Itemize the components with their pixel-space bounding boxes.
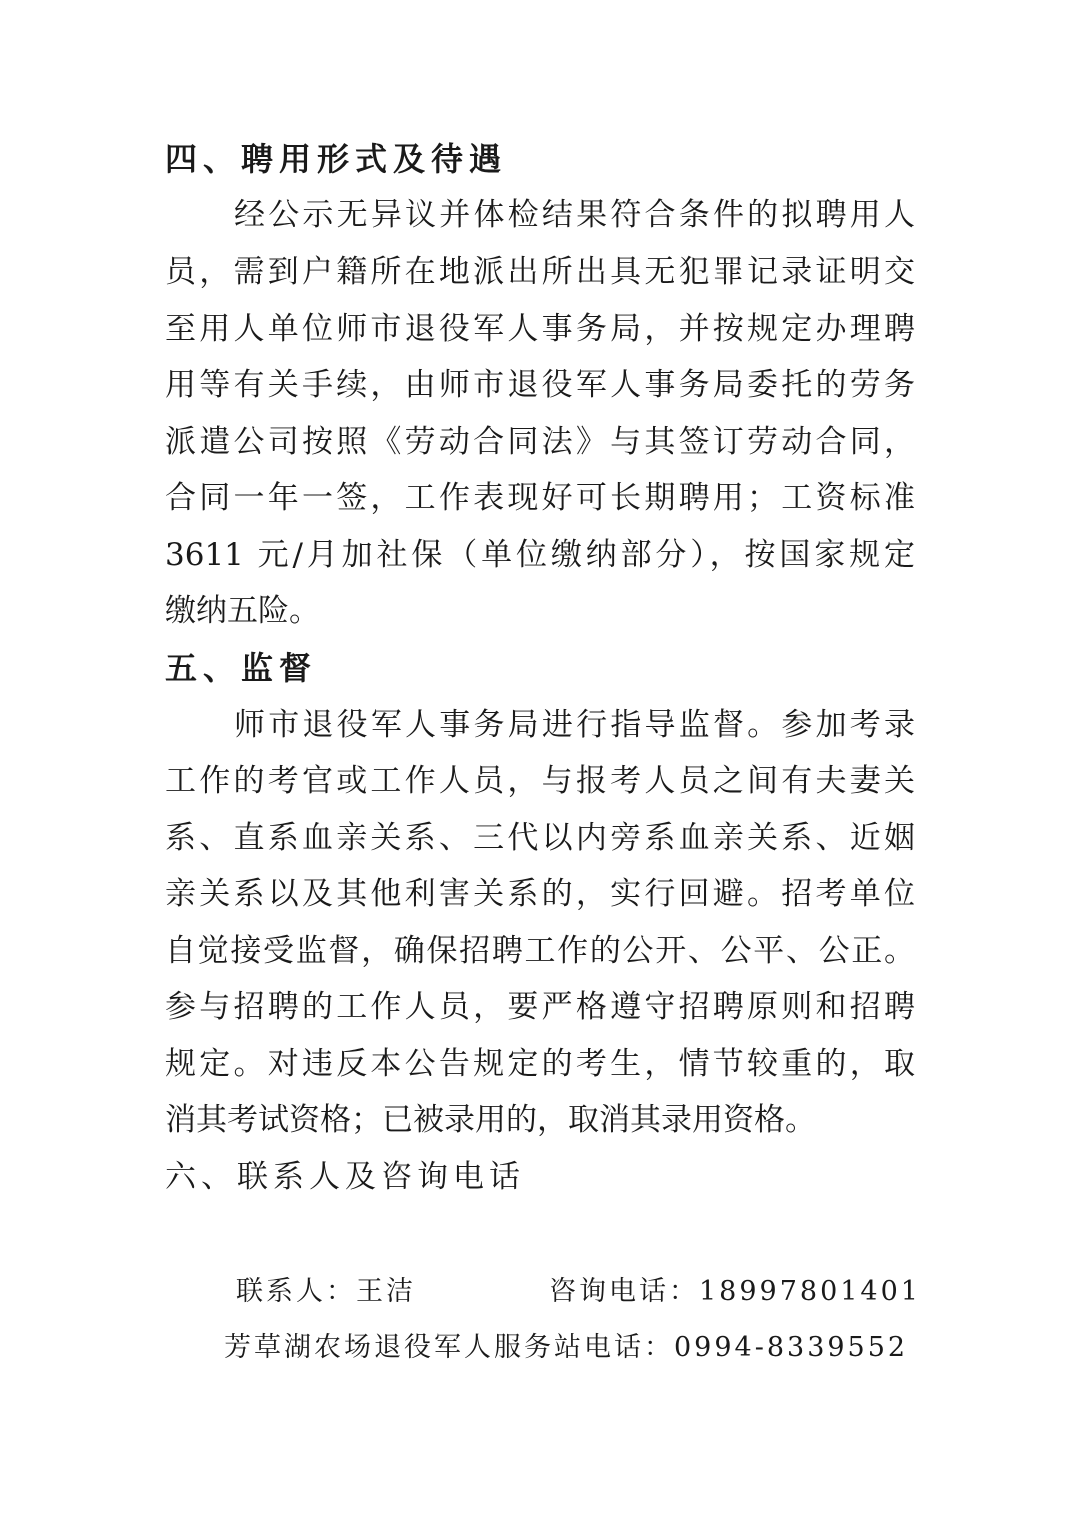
section-4-paragraph-line: 缴纳五险。	[165, 593, 320, 629]
section-4-paragraph-line: 至用人单位师市退役军人事务局，并按规定办理聘	[165, 311, 915, 347]
section-5-paragraph-line: 亲关系以及其他利害关系的，实行回避。招考单位	[165, 876, 915, 912]
section-4-paragraph-line: 用等有关手续，由师市退役军人事务局委托的劳务	[165, 367, 915, 403]
section-4-paragraph-line: 3611 元/月加社保（单位缴纳部分），按国家规定	[165, 537, 915, 573]
section-4-paragraph-line: 合同一年一签，工作表现好可长期聘用；工资标准	[165, 480, 915, 516]
contact-person: 联系人：王洁	[236, 1276, 416, 1307]
section-5-heading: 五、监督	[165, 649, 318, 687]
section-4-heading: 四、聘用形式及待遇	[165, 140, 508, 178]
section-5-paragraph-line: 规定。对违反本公告规定的考生，情节较重的，取	[165, 1046, 915, 1082]
contact-phone: 咨询电话：18997801401	[549, 1276, 921, 1307]
station-phone: 芳草湖农场退役军人服务站电话：0994-8339552	[224, 1332, 909, 1363]
section-5-paragraph-line: 师市退役军人事务局进行指导监督。参加考录	[234, 707, 915, 743]
section-5-paragraph-line: 消其考试资格；已被录用的，取消其录用资格。	[165, 1102, 816, 1138]
section-5-paragraph-line: 自觉接受监督，确保招聘工作的公开、公平、公正。	[165, 933, 915, 969]
section-6-heading: 六、联系人及咨询电话	[165, 1159, 525, 1195]
section-5-paragraph-line: 工作的考官或工作人员，与报考人员之间有夫妻关	[165, 763, 915, 799]
section-4-paragraph-line: 员，需到户籍所在地派出所出具无犯罪记录证明交	[165, 254, 915, 290]
section-5-paragraph-line: 系、直系血亲关系、三代以内旁系血亲关系、近姻	[165, 820, 915, 856]
section-4-paragraph-line: 经公示无异议并体检结果符合条件的拟聘用人	[234, 197, 915, 233]
section-5-paragraph-line: 参与招聘的工作人员，要严格遵守招聘原则和招聘	[165, 989, 915, 1025]
section-4-paragraph-line: 派遣公司按照《劳动合同法》与其签订劳动合同，	[165, 424, 915, 460]
